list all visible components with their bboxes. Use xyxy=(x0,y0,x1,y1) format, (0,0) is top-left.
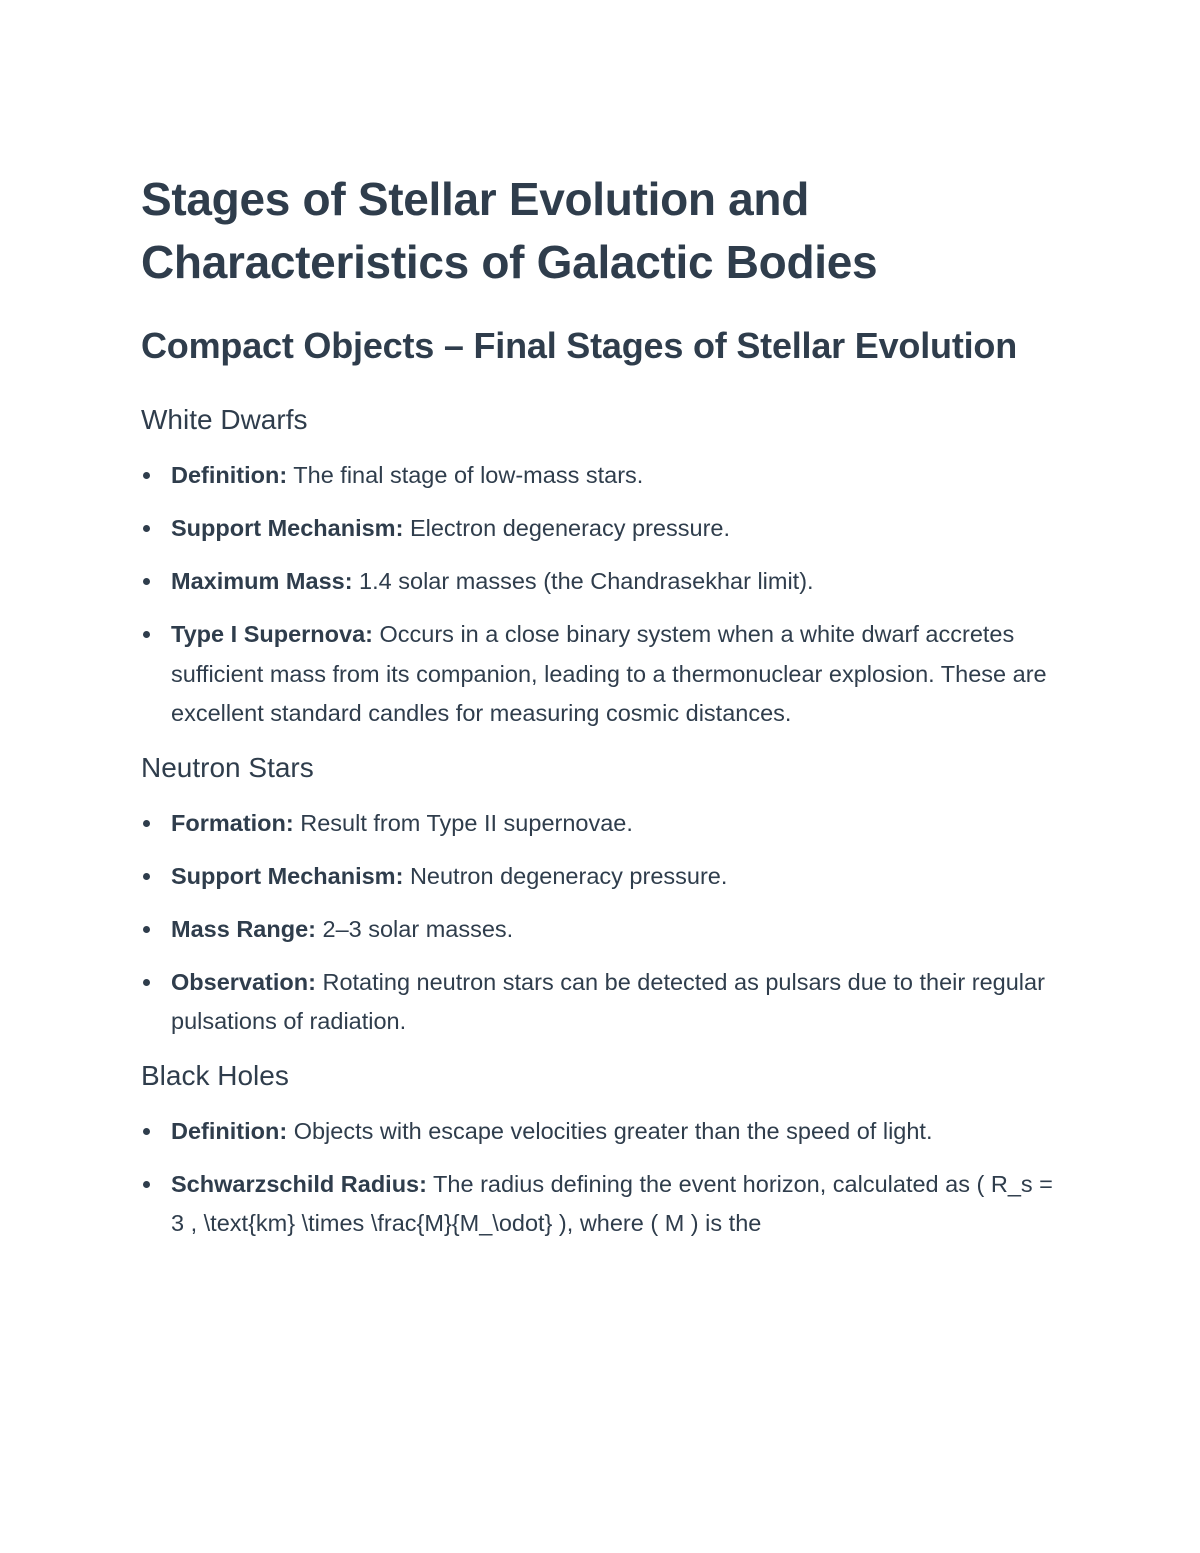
item-text: Rotating neutron stars can be detected as pulsars due to their regular pulsations of radiation. xyxy=(171,968,1045,1034)
bullet-icon xyxy=(143,979,150,986)
bullet-icon xyxy=(143,926,150,933)
item-term: Maximum Mass: xyxy=(171,568,353,594)
item-term: Formation: xyxy=(171,809,294,836)
list-item xyxy=(141,1112,1066,1152)
subsection-heading-white-dwarfs: White Dwarfs xyxy=(141,404,308,435)
item-text: Result from Type II supernovae. xyxy=(293,809,633,836)
section-heading: Compact Objects – Final Stages of Stellar Evolution xyxy=(141,325,1017,366)
list-item xyxy=(141,1165,1066,1244)
document-page xyxy=(141,168,1066,1244)
list-item xyxy=(141,857,1066,897)
item-text: The radius defining the event horizon, calculated as ( R_s = 3 , \text{km} \times \frac{M}{M_\odot} ), where ( M ) is the xyxy=(171,1170,1053,1236)
list-item xyxy=(141,804,1066,844)
item-text: Neutron degeneracy pressure. xyxy=(403,862,728,889)
list-item xyxy=(141,562,1066,602)
bullet-icon xyxy=(143,578,150,585)
item-text: 1.4 solar masses (the Chandrasekhar limit). xyxy=(352,568,814,594)
list-item xyxy=(141,615,1066,734)
list-item xyxy=(141,910,1066,950)
bullet-icon xyxy=(143,1181,150,1188)
black-holes-list xyxy=(141,1112,1066,1244)
item-text: The final stage of low-mass stars. xyxy=(287,462,644,488)
item-term: Definition: xyxy=(171,462,288,488)
item-term: Support Mechanism: xyxy=(171,515,404,541)
bullet-icon xyxy=(143,1128,150,1135)
item-term: Definition: xyxy=(171,1117,288,1144)
item-term: Support Mechanism: xyxy=(171,862,404,889)
document-title: Stages of Stellar Evolution and Characteristics of Galactic Bodies xyxy=(141,173,878,288)
list-item xyxy=(141,509,1066,549)
bullet-icon xyxy=(143,631,150,638)
bullet-icon xyxy=(143,820,150,827)
subsection-heading-black-holes: Black Holes xyxy=(141,1059,289,1091)
item-term: Schwarzschild Radius: xyxy=(171,1170,427,1197)
item-term: Observation: xyxy=(171,968,316,995)
item-term: Type I Supernova: xyxy=(171,621,373,647)
bullet-icon xyxy=(143,873,150,880)
item-text: Electron degeneracy pressure. xyxy=(403,515,730,541)
bullet-icon xyxy=(143,472,150,479)
white-dwarfs-list xyxy=(141,456,1066,734)
list-item xyxy=(141,456,1066,496)
item-text: Objects with escape velocities greater than the speed of light. xyxy=(287,1117,933,1144)
list-item xyxy=(141,963,1066,1042)
item-text: Occurs in a close binary system when a white dwarf accretes sufficient mass from its companion, leading to a thermonuclear explosion. These are excellent standard candles for measuring cosmic distances. xyxy=(171,621,1047,726)
bullet-icon xyxy=(143,525,150,532)
item-text: 2–3 solar masses. xyxy=(315,915,514,942)
item-term: Mass Range: xyxy=(171,915,316,942)
neutron-stars-list xyxy=(141,804,1066,1042)
subsection-heading-neutron-stars: Neutron Stars xyxy=(141,751,314,783)
